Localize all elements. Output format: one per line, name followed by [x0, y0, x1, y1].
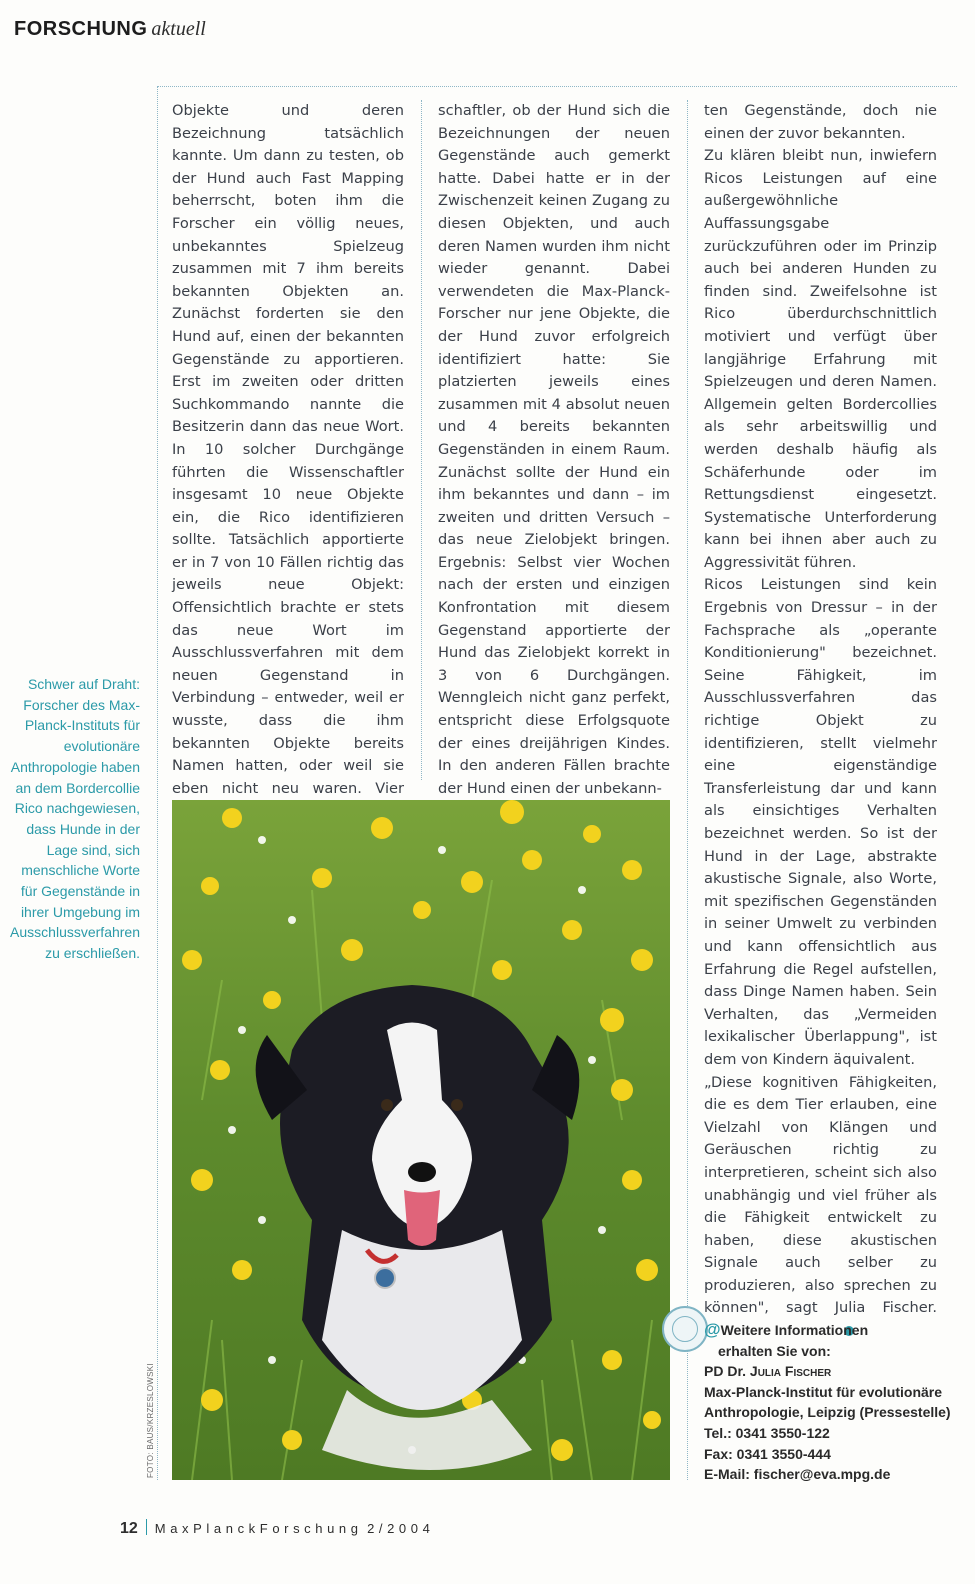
contact-name: Julia Fischer	[749, 1363, 832, 1380]
contact-heading-1: Weitere Informationen	[720, 1322, 869, 1338]
max-planck-seal-inner	[672, 1316, 698, 1342]
contact-institute-1: Max-Planck-Institut für evolutionäre	[704, 1383, 943, 1400]
article-column-2	[438, 100, 670, 800]
column-rule-left	[157, 86, 158, 1480]
contact-name-line	[704, 1361, 966, 1382]
top-rule	[157, 86, 957, 87]
column-3-paragraph-4-text: „Diese kognitiven Fähigkeiten, die es dem Tier erlauben, eine Vielzahl von Klängen und Geräuschen richtig zu interpretieren, scheint sich also unabhängig und viel früher als die Fähigkeit entwickelt zu haben, diese akustischen Signale auch selber zu produzieren, also sprechen zu können", sagt Julia Fischer.	[704, 1073, 937, 1317]
photo-caption: Schwer auf Draht: Forscher des Max-Planck-Instituts für evolutionäre Anthropologie haben an dem Bordercollie Rico nachgewiesen, dass Hunde in der Lage sind, sich menschliche Worte für Gegenstände in ihrer Umgebung im Ausschlussverfahren zu erschließen.	[10, 676, 140, 962]
article-column-3	[704, 100, 937, 1343]
column-3-paragraph-1: ten Gegenstände, doch nie einen der zuvor bekannten.	[704, 102, 937, 142]
contact-heading-line-1	[704, 1320, 966, 1341]
contact-tel: Tel.: 0341 3550-122	[704, 1424, 830, 1441]
page-footer	[120, 1519, 434, 1538]
contact-name-prefix: PD Dr.	[704, 1363, 747, 1380]
issue-number: 2/2004	[367, 1521, 435, 1536]
section-title: FORSCHUNG	[14, 18, 148, 40]
footer-separator	[146, 1519, 147, 1535]
column-3-paragraph-2: Zu klären bleibt nun, inwiefern Ricos Leistungen auf eine außergewöhnliche Auffassungsgabe zurückzuführen oder im Prinzip auch bei anderen Hunden zu finden sind. Zweifelsohne ist Rico überdurchschnittlich motiviert und verfügt über langjährige Erfahrung mit Spielzeugen und deren Namen. Allgemein gelten Bordercollies als sehr arbeitswillig und werden deshalb häufig als Schäferhunde oder im Rettungsdienst eingesetzt. Systematische Unterforderung kann bei ihnen aber auch zu Aggressivität führen.	[704, 147, 937, 571]
max-planck-seal-icon	[662, 1306, 708, 1352]
bordercollie-in-meadow-image	[172, 800, 670, 1480]
contact-box	[704, 1320, 966, 1485]
page-number: 12	[120, 1520, 138, 1537]
contact-email[interactable]: E-Mail: fischer@eva.mpg.de	[704, 1466, 891, 1483]
article-column-1	[172, 100, 404, 846]
contact-institute-2: Anthropologie, Leipzig (Pressestelle)	[704, 1404, 951, 1421]
column-3-paragraph-3: Ricos Leistungen sind kein Ergebnis von Dressur – in der Fachsprache als „operante Konditionierung" bezeichnet. Seine Fähigkeit, im Ausschlussverfahren das richtige Objekt zu identifizieren, stellt vielmehr eine eigenständige Transferleistung dar und kann als einsichtiges Verhalten bezeichnet werden. So ist der Hund in der Lage, abstrakte akustische Signale, also Worte, mit spezifischen Gegenständen in seiner Umwelt zu verbinden und kann offensichtlich aus Erfahrung die Regel aufstellen, dass Dinge Namen haben. Sein Verhalten, das „Vermeiden lexikalischer Überlappung", ist dem von Kindern äquivalent.	[704, 576, 937, 1068]
column-2-text: schaftler, ob der Hund sich die Bezeichnungen der neuen Gegenstände auch gemerkt hatte. Dabei hatte er in der Zwischenzeit keinen Zugang zu diesen Objekten, und auch deren Namen wurden ihm nicht wieder genannt. Dabei verwendeten die Max-Planck-Forscher nur jene Objekte, die der Hund zuvor erfolgreich identifiziert hatte: Sie platzierten jeweils eines zusammen mit 4 absolut neuen und 4 bereits bekannten Gegenständen in einem Raum. Zunächst sollte der Hund ein ihm bekanntes und dann – im zweiten und dritten Versuch – das neue Zielobjekt bringen. Ergebnis: Selbst vier Wochen nach der ersten und einzigen Konfrontation mit diesem Gegenstand apportierte der Hund das Zielobjekt korrekt in 3 von 6 Durchgängen. Wenngleich nicht ganz perfekt, entspricht diese Erfolgsquote der eines dreijährigen Kindes. In den anderen Fällen brachte der Hund einen der unbekann-	[438, 102, 670, 797]
section-header	[14, 18, 206, 44]
column-3-paragraph-4	[704, 1072, 937, 1343]
dog-photo	[172, 800, 670, 1480]
section-subtitle: aktuell	[151, 18, 206, 40]
contact-heading-2: erhalten Sie von:	[718, 1342, 831, 1359]
photo-credit: FOTO: BAUS/KRZESLOWSKI	[146, 1363, 155, 1478]
contact-fax: Fax: 0341 3550-444	[704, 1445, 831, 1462]
column-1-text: Objekte und deren Bezeichnung tatsächlich kannte. Um dann zu testen, ob der Hund auch Fast Mapping beherrscht, boten ihm die Forscher ein völlig neues, unbekanntes Spielzeug zusammen mit 7 ihm bereits bekannten Objekten an. Zunächst forderten sie den Hund auf, einen der bekannten Gegenstände zu apportieren. Erst im zweiten oder dritten Suchkommando nannte die Besitzerin dann das neue Wort. In 10 solcher Durchgänge führten die Wissenschaftler insgesamt 10 neue Objekte ein, die Rico identifizieren sollte. Tatsächlich apportierte er in 7 von 10 Fällen richtig das jeweils neue Objekt: Offensichtlich brachte er stets das neue Wort im Ausschlussverfahren mit dem neuen Gegenstand in Verbindung – entweder, weil er wusste, dass die ihm bekannten Objekte bereits Namen hatten, oder weil sie eben nicht neu waren. Vier	[172, 102, 404, 797]
at-sign-icon: @	[704, 1320, 721, 1339]
column-rule-middle	[421, 100, 422, 780]
column-rule-right	[687, 100, 688, 1480]
magazine-name: MaxPlanckForschung	[154, 1521, 363, 1536]
